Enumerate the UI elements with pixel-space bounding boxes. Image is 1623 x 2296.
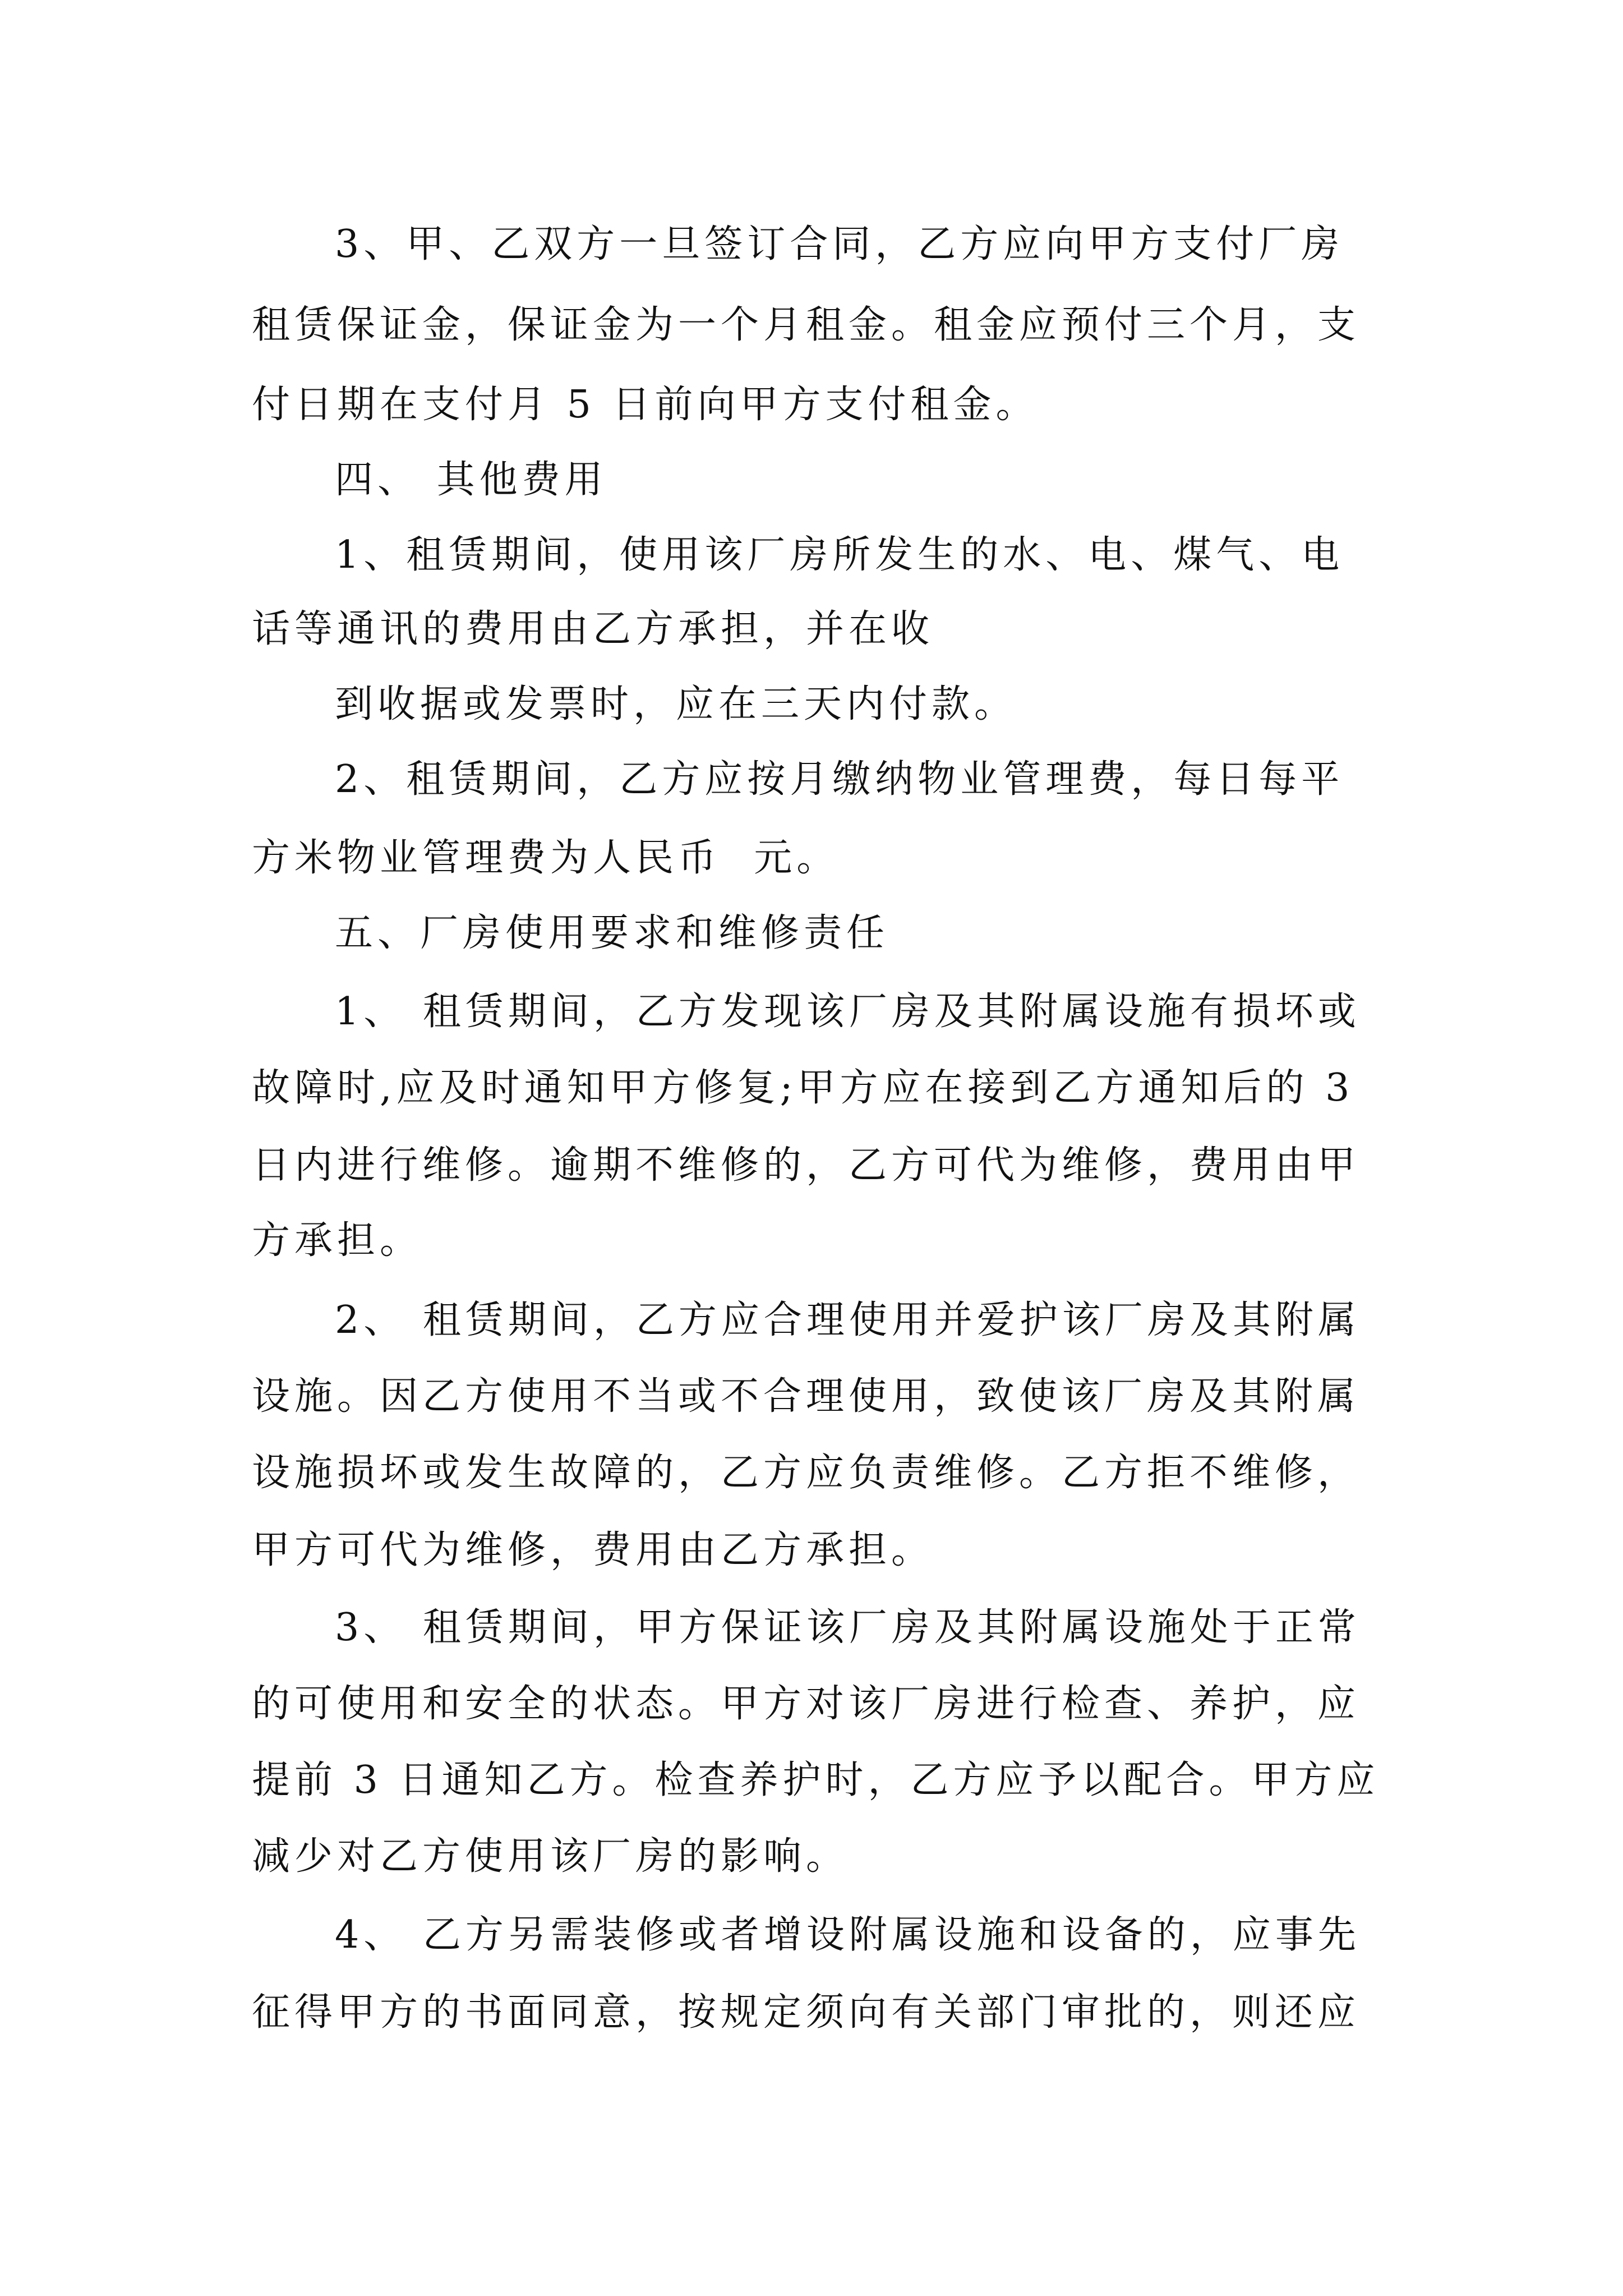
text-line: 1、 租赁期间，乙方发现该厂房及其附属设施有损坏或 xyxy=(335,990,1361,1034)
text-line: 2、 租赁期间，乙方应合理使用并爱护该厂房及其附属 xyxy=(335,1298,1361,1342)
text-line: 租赁保证金，保证金为一个月租金。租金应预付三个月，支 xyxy=(252,303,1361,347)
text-line: 1、租赁期间，使用该厂房所发生的水、电、煤气、电 xyxy=(335,533,1344,577)
text-line: 设施。因乙方使用不当或不合理使用，致使该厂房及其附属 xyxy=(252,1374,1361,1419)
text-line: 话等通讯的费用由乙方承担，并在收 xyxy=(252,607,934,651)
text-line: 日内进行维修。逾期不维修的，乙方可代为维修，费用由甲 xyxy=(252,1143,1361,1188)
text-line: 3、 租赁期间，甲方保证该厂房及其附属设施处于正常 xyxy=(335,1605,1361,1650)
text-line: 的可使用和安全的状态。甲方对该厂房进行检查、养护，应 xyxy=(252,1682,1361,1726)
section-heading: 四、 其他费用 xyxy=(335,458,607,502)
text-line: 提前 3 日通知乙方。检查养护时，乙方应予以配合。甲方应 xyxy=(252,1758,1380,1802)
text-line: 3、甲、乙双方一旦签订合同，乙方应向甲方支付厂房 xyxy=(335,222,1344,266)
text-line: 2、租赁期间，乙方应按月缴纳物业管理费，每日每平 xyxy=(335,757,1344,802)
text-line: 方承担。 xyxy=(252,1218,423,1263)
text-line: 到收据或发票时，应在三天内付款。 xyxy=(335,682,1017,726)
text-line: 故障时,应及时通知甲方修复;甲方应在接到乙方通知后的 3 xyxy=(252,1066,1354,1110)
text-line: 设施损坏或发生故障的，乙方应负责维修。乙方拒不维修， xyxy=(252,1451,1361,1495)
text-line: 付日期在支付月 5 日前向甲方支付租金。 xyxy=(252,383,1039,427)
text-line: 甲方可代为维修，费用由乙方承担。 xyxy=(252,1528,934,1572)
text-line: 4、 乙方另需装修或者增设附属设施和设备的，应事先 xyxy=(335,1913,1361,1957)
text-line: 方米物业管理费为人民币 元。 xyxy=(252,836,840,880)
text-line: 减少对乙方使用该厂房的影响。 xyxy=(252,1834,849,1879)
section-heading: 五、厂房使用要求和维修责任 xyxy=(335,911,889,955)
text-line: 征得甲方的书面同意，按规定须向有关部门审批的，则还应 xyxy=(252,1990,1361,2035)
